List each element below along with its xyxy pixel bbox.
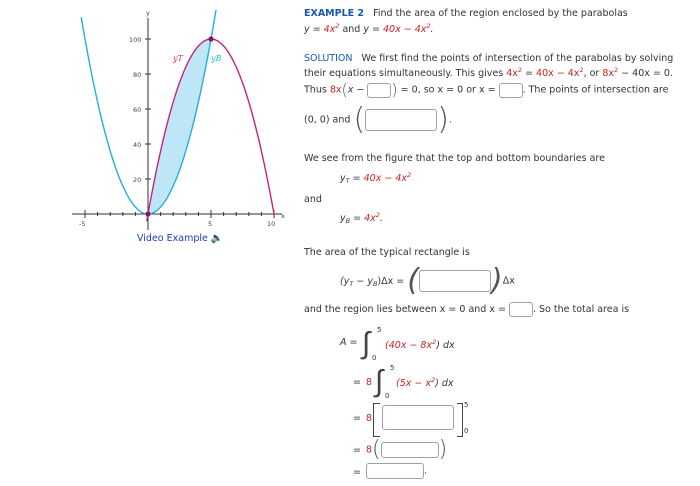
int1-lower-limit: 0 xyxy=(372,354,377,362)
thus-text: Thus xyxy=(304,84,330,96)
int2-integrand: $(5x - x^2)$ dx xyxy=(396,376,454,389)
example-prompt: Find the area of the region enclosed by the parabolas xyxy=(373,8,628,19)
yb-end: . xyxy=(379,213,383,224)
int1-body-a: (40x − 8x xyxy=(385,340,433,351)
x-minus-text: x − xyxy=(347,84,365,96)
int1-upper-limit: 5 xyxy=(377,326,382,334)
so-x-text: = 0, so x = 0 or x = xyxy=(400,84,496,96)
yb-lhs: y xyxy=(340,213,346,224)
region-bounds-line xyxy=(304,302,629,317)
x-axis-label: x xyxy=(281,212,285,220)
solution-text-2f: 8x xyxy=(602,68,615,79)
solution-text-2g: − 40x xyxy=(618,68,650,79)
int2-body-a: (5x − x xyxy=(396,378,431,389)
y-tick-100: 100 xyxy=(129,36,142,44)
speaker-icon[interactable]: 🔈 xyxy=(210,233,224,244)
solution-text-2a: their equations simultaneously. This gives xyxy=(304,68,507,79)
figure-boundaries-text: We see from the figure that the top and bottom boundaries are xyxy=(304,153,605,164)
points-intersection-text: . The points of intersection are xyxy=(522,84,669,96)
answer-box-second-point[interactable] xyxy=(365,109,437,131)
answer-box-upper-bound[interactable] xyxy=(509,302,533,317)
region-bounds-text: and the region lies between x = 0 and x = xyxy=(304,304,506,315)
and-text: and xyxy=(304,194,322,205)
int2-lower-limit: 0 xyxy=(385,392,390,400)
eq-sign-5: = xyxy=(353,467,361,478)
yt-equation: $y_T = 40x - 4x^2$ xyxy=(340,171,412,185)
eq-and: and xyxy=(339,24,364,35)
solution-text-2b: 4x xyxy=(506,68,518,79)
example-equations: $y = 4x^2$ and $y = 40x - 4x^2$. xyxy=(304,22,434,35)
solution-text-2e: , or xyxy=(583,68,603,79)
x-tick-5: 5 xyxy=(208,220,213,228)
int1-integrand: $(40x - 8x^2)$ dx xyxy=(385,338,455,351)
video-example-link[interactable] xyxy=(137,233,223,244)
final-answer-line xyxy=(366,463,427,479)
answer-box-rectangle-height[interactable] xyxy=(419,270,491,292)
coef-8-line4: 8 xyxy=(366,444,373,456)
eq-sign-4: = xyxy=(353,445,361,456)
answer-box-x-root[interactable] xyxy=(499,83,523,98)
yb-rhs: 4x xyxy=(364,213,376,224)
y-axis-label: y xyxy=(146,9,150,17)
eq-period: . xyxy=(430,24,434,35)
yb-eq: = xyxy=(350,213,365,224)
integral-sign-1: ∫ xyxy=(362,326,371,361)
solution-text-2c: = xyxy=(522,68,537,79)
x-tick-neg5: -5 xyxy=(79,220,86,228)
curve-label-yt: yT xyxy=(173,54,183,63)
rect-lhs: (y xyxy=(340,275,350,287)
yb-sub: B xyxy=(345,217,351,225)
curve-label-yb: yB xyxy=(211,54,222,63)
y-tick-60: 60 xyxy=(133,106,142,114)
y-tick-40: 40 xyxy=(133,141,142,149)
solution-line-3: Thus 8x(x − ) = 0, so x = 0 or x = . The points of intersection are xyxy=(304,80,669,99)
intersection-origin-point xyxy=(145,211,150,216)
yt-lhs: y xyxy=(340,173,346,184)
intersection-top-point xyxy=(208,36,213,41)
delta-x-text: Δx xyxy=(502,275,515,287)
rect-mid: − y xyxy=(353,275,373,287)
yt-sub: T xyxy=(345,177,350,185)
y-tick-20: 20 xyxy=(133,176,142,184)
y-tick-80: 80 xyxy=(133,71,142,79)
x-tick-10: 10 xyxy=(267,220,276,228)
solution-line-4: (0, 0) and ( ). xyxy=(304,102,452,137)
rectangle-area-expression: $(y_T - y_B)\Delta x$ = ( )Δx xyxy=(340,263,515,298)
example-heading: EXAMPLE 2 xyxy=(304,8,365,19)
coef-8-line3: 8 xyxy=(366,413,373,424)
yt-rhs: 40x − 4x xyxy=(363,173,407,184)
left-bracket xyxy=(373,403,380,437)
eq-sign-3: = xyxy=(353,413,361,424)
parabola-4x2-curve xyxy=(81,10,216,214)
rect-sub-b: B xyxy=(372,279,378,288)
area-rectangle-text: The area of the typical rectangle is xyxy=(304,247,470,258)
times-8-paren-line: 8( ) xyxy=(366,437,448,462)
solution-heading: SOLUTION xyxy=(304,53,353,64)
solution-text-2d: 40x − 4x xyxy=(536,68,580,79)
answer-box-antiderivative[interactable] xyxy=(382,405,454,430)
yt-eq: = xyxy=(349,173,364,184)
solution-text-2h: = 0. xyxy=(649,68,673,79)
factor-8x: 8x xyxy=(329,84,342,96)
eval-lower-limit: 0 xyxy=(464,427,469,435)
total-area-text: . So the total area is xyxy=(532,304,630,315)
eq1-lhs: y = xyxy=(304,24,324,35)
int2-body-b: ) dx xyxy=(435,378,454,389)
eq2-lhs: y = xyxy=(363,24,383,35)
int2-upper-limit: 5 xyxy=(390,364,395,372)
answer-box-evaluated[interactable] xyxy=(381,442,439,458)
parabola-graph xyxy=(0,0,300,260)
int1-body-b: ) dx xyxy=(436,340,455,351)
eq-sign-2: = xyxy=(353,377,361,388)
A-equals: A = xyxy=(340,337,358,348)
video-example-label[interactable]: Video Example xyxy=(137,233,208,244)
eq1-rhs: 4x xyxy=(323,24,336,35)
solution-line-1 xyxy=(304,53,673,64)
right-bracket xyxy=(457,403,463,437)
integral-sign-2: ∫ xyxy=(375,364,384,399)
eval-upper-limit: 5 xyxy=(464,401,469,409)
answer-box-final-area[interactable] xyxy=(366,463,424,479)
solution-line-2: their equations simultaneously. This gives $4x^2 = 40x - 4x^2$, or $8x^2 - 40x = 0$. xyxy=(304,66,673,79)
enclosed-region xyxy=(148,39,211,214)
answer-box-factor[interactable] xyxy=(367,83,391,98)
yb-equation: $y_B = 4x^2$. xyxy=(340,211,383,225)
rect-sub-t: T xyxy=(349,279,354,288)
solution-text-1: We first find the points of intersection of the parabolas by solving xyxy=(361,53,674,64)
eq2-rhs: 40x − 4x xyxy=(382,24,427,35)
rect-rhs: )Δx = xyxy=(377,275,405,287)
origin-point-text: (0, 0) and xyxy=(304,114,351,126)
coef-8-line2: 8 xyxy=(366,377,373,388)
final-dot: . xyxy=(424,465,428,477)
example-prompt-line xyxy=(304,8,628,19)
